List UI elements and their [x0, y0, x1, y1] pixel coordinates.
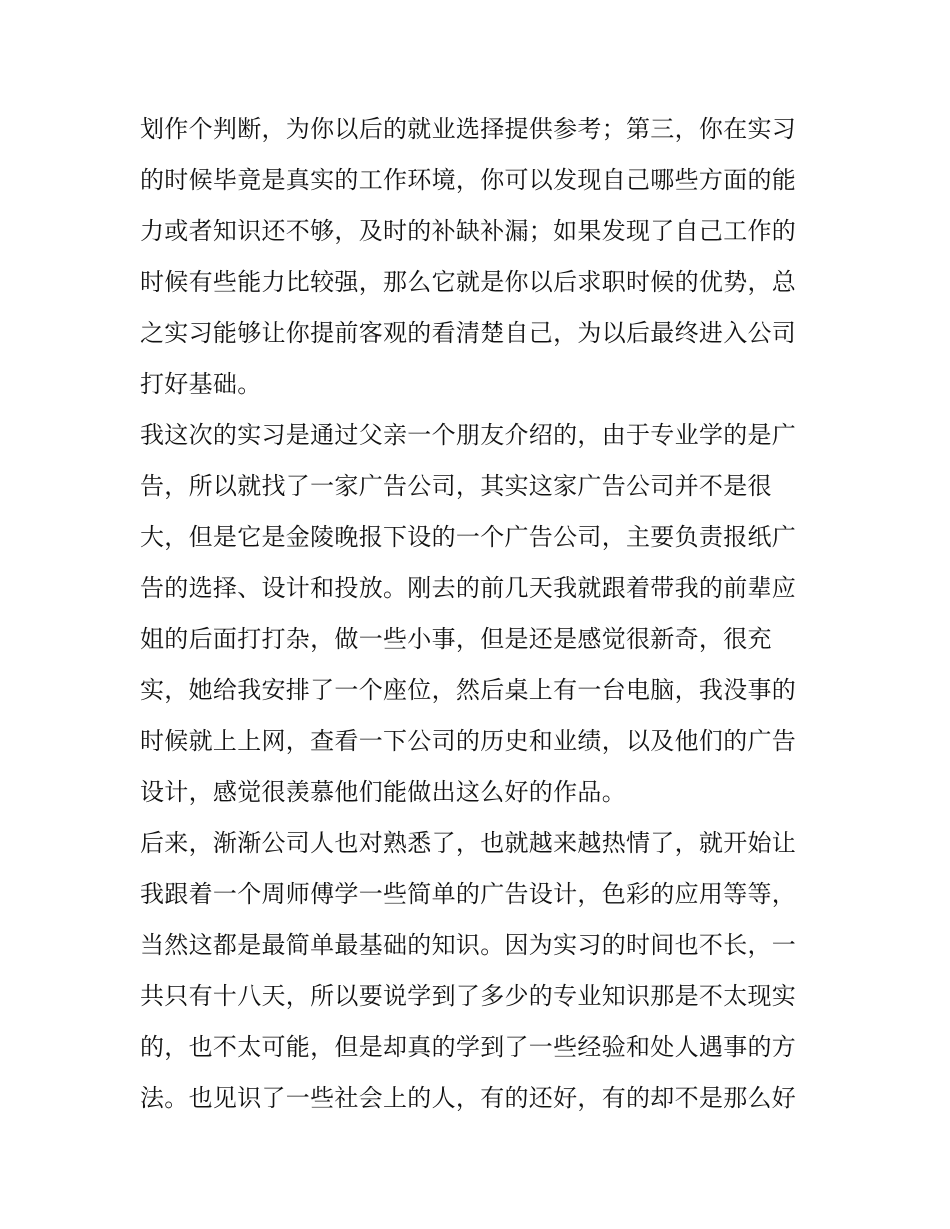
text-line: 打好基础。: [140, 370, 262, 398]
text-line: 之实习能够让你提前客观的看清楚自己，为以后最终进入公司: [140, 319, 797, 347]
text-line: 大，但是它是金陵晚报下设的一个广告公司，主要负责报纸广: [140, 523, 797, 551]
text-line: 时候有些能力比较强，那么它就是你以后求职时候的优势，总: [140, 268, 797, 296]
text-line: 的时候毕竟是真实的工作环境，你可以发现自己哪些方面的能: [140, 166, 797, 194]
text-line: 力或者知识还不够，及时的补缺补漏；如果发现了自己工作的: [140, 217, 797, 245]
text-line: 告，所以就找了一家广告公司，其实这家广告公司并不是很: [140, 472, 772, 500]
text-line: 我跟着一个周师傅学一些简单的广告设计，色彩的应用等等，: [140, 880, 797, 908]
text-line: 的，也不太可能，但是却真的学到了一些经验和处人遇事的方: [140, 1033, 797, 1061]
text-line: 时候就上上网，查看一下公司的历史和业绩，以及他们的广告: [140, 727, 797, 755]
text-line: 姐的后面打打杂，做一些小事，但是还是感觉很新奇，很充: [140, 625, 772, 653]
document-body: [140, 104, 820, 1124]
text-line: 实，她给我安排了一个座位，然后桌上有一台电脑，我没事的: [140, 676, 797, 704]
text-line: 法。也见识了一些社会上的人，有的还好，有的却不是那么好: [140, 1084, 797, 1112]
text-line: 当然这都是最简单最基础的知识。因为实习的时间也不长，一: [140, 931, 797, 959]
text-line: 告的选择、设计和投放。刚去的前几天我就跟着带我的前辈应: [140, 574, 797, 602]
text-line: 共只有十八天，所以要说学到了多少的专业知识那是不太现实: [140, 982, 797, 1010]
text-line: 设计，感觉很羡慕他们能做出这么好的作品。: [140, 778, 626, 806]
text-line: 划作个判断，为你以后的就业选择提供参考；第三，你在实习: [140, 115, 797, 143]
text-line: 我这次的实习是通过父亲一个朋友介绍的，由于专业学的是广: [140, 421, 797, 449]
text-line: 后来，渐渐公司人也对熟悉了，也就越来越热情了，就开始让: [140, 829, 797, 857]
